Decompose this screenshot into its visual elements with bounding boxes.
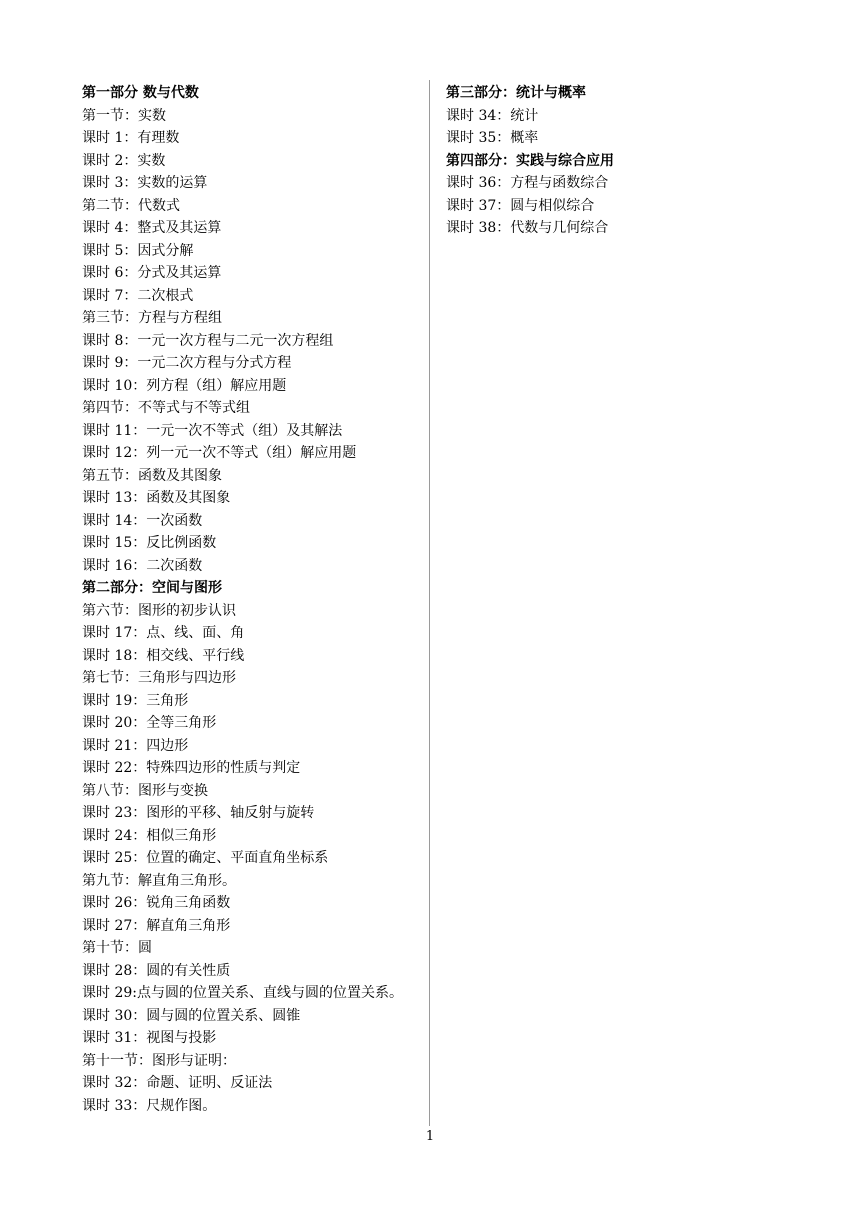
toc-lesson: 课时 10：列方程（组）解应用题 [82, 377, 287, 394]
toc-lesson: 课时 33：尺规作图。 [82, 1097, 217, 1114]
toc-section: 第六节：图形的初步认识 [82, 602, 236, 619]
toc-lesson: 课时 23：图形的平移、轴反射与旋转 [82, 805, 315, 821]
column-divider [429, 80, 430, 1126]
toc-lesson: 课时 12：列一元一次不等式（组）解应用题 [82, 445, 357, 461]
toc-lesson: 课时 38：代数与几何综合 [446, 220, 609, 236]
toc-left-column [82, 82, 422, 1117]
toc-right-column [446, 82, 826, 240]
toc-section: 第九节：解直角三角形。 [82, 872, 236, 889]
toc-lesson: 课时 26：锐角三角函数 [82, 895, 231, 911]
toc-section: 第一节：实数 [82, 107, 166, 124]
toc-lesson: 课时 16：二次函数 [82, 557, 203, 574]
toc-lesson: 课时 24：相似三角形 [82, 827, 217, 844]
toc-lesson: 课时 31：视图与投影 [82, 1030, 217, 1046]
toc-lesson: 课时 6：分式及其运算 [82, 265, 222, 281]
toc-lesson: 课时 15：反比例函数 [82, 535, 217, 551]
toc-part: 第四部分：实践与综合应用 [446, 152, 614, 169]
toc-lesson: 课时 25：位置的确定、平面直角坐标系 [82, 850, 329, 866]
toc-lesson: 课时 9：一元二次方程与分式方程 [82, 355, 292, 371]
toc-lesson: 课时 18：相交线、平行线 [82, 647, 245, 664]
toc-section: 第十节：圆 [82, 940, 152, 956]
toc-lesson: 课时 4：整式及其运算 [82, 220, 222, 236]
toc-lesson: 课时 21：四边形 [82, 737, 189, 754]
toc-section: 第八节：图形与变换 [82, 782, 208, 799]
toc-section: 第三节：方程与方程组 [82, 310, 222, 326]
toc-lesson: 课时 14：一次函数 [82, 512, 203, 529]
page-number: 1 [425, 1129, 435, 1144]
toc-section: 第二节：代数式 [82, 197, 180, 214]
toc-lesson: 课时 37：圆与相似综合 [446, 197, 595, 214]
toc-lesson: 课时 22：特殊四边形的性质与判定 [82, 760, 301, 776]
toc-lesson: 课时 28：圆的有关性质 [82, 962, 231, 979]
toc-lesson: 课时 30：圆与圆的位置关系、圆锥 [82, 1007, 301, 1024]
toc-section: 第七节：三角形与四边形 [82, 670, 236, 686]
toc-lesson: 课时 34：统计 [446, 107, 539, 124]
toc-lesson: 课时 5：因式分解 [82, 242, 194, 259]
toc-section: 第十一节：图形与证明： [82, 1052, 236, 1069]
toc-lesson: 课时 36：方程与函数综合 [446, 175, 609, 191]
toc-lesson: 课时 2：实数 [82, 152, 166, 169]
toc-lesson: 课时 29:点与圆的位置关系、直线与圆的位置关系。 [82, 985, 403, 1001]
toc-lesson: 课时 27：解直角三角形 [82, 917, 231, 934]
toc-lesson: 课时 32：命题、证明、反证法 [82, 1075, 273, 1091]
toc-section: 第五节：函数及其图象 [82, 467, 222, 484]
toc-lesson: 课时 20：全等三角形 [82, 715, 217, 731]
toc-lesson: 课时 1：有理数 [82, 130, 180, 146]
toc-lesson: 课时 13：函数及其图象 [82, 490, 231, 506]
toc-lesson: 课时 11：一元一次不等式（组）及其解法 [82, 422, 343, 439]
toc-lesson: 课时 8：一元一次方程与二元一次方程组 [82, 332, 334, 349]
toc-part: 第一部分 数与代数 [82, 85, 199, 101]
toc-part: 第二部分：空间与图形 [82, 580, 222, 596]
toc-lesson: 课时 19：三角形 [82, 692, 189, 709]
toc-section: 第四节：不等式与不等式组 [82, 400, 250, 416]
toc-lesson: 课时 3：实数的运算 [82, 175, 208, 191]
toc-lesson: 课时 7：二次根式 [82, 287, 194, 304]
toc-lesson: 课时 35：概率 [446, 130, 539, 146]
toc-lesson: 课时 17：点、线、面、角 [82, 625, 245, 641]
toc-part: 第三部分：统计与概率 [446, 85, 586, 101]
